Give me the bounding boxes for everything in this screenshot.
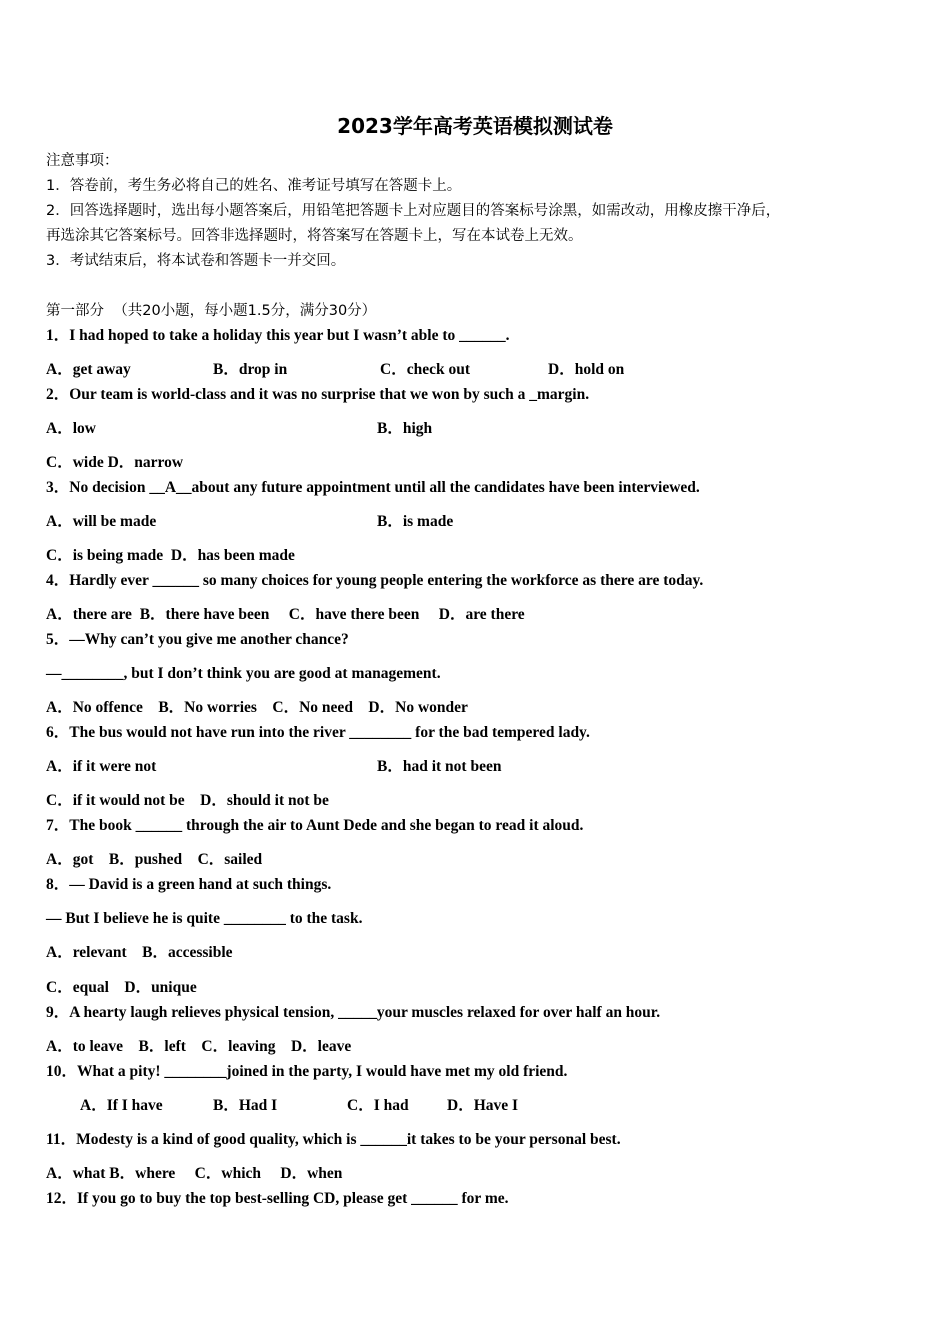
question-8-options-ab: A．relevant B．accessible — [46, 944, 233, 961]
question-6-options-cd: C．if it would not be D．should it not be — [46, 792, 329, 809]
question-9-stem: 9．A hearty laugh relieves physical tension, _____your muscles relaxed for over half an hour. — [46, 1004, 661, 1021]
question-4-options: A．there are B．there have been C．have there been D．are there — [46, 606, 525, 623]
question-10-option-b: B．Had I — [213, 1097, 278, 1114]
question-2-stem: 2．Our team is world-class and it was no surprise that we won by such a _margin. — [46, 386, 590, 403]
question-1-stem: 1．I had hoped to take a holiday this year but I wasn’t able to ______. — [46, 327, 510, 344]
question-6-option-b: B．had it not been — [377, 758, 502, 775]
question-10-stem: 10．What a pity! ________joined in the party, I would have met my old friend. — [46, 1063, 568, 1080]
question-3-stem — [46, 479, 700, 497]
notice-item-2-line-1: 2．回答选择题时，选出每小题答案后，用铅笔把答题卡上对应题目的答案标号涂黑，如需改动，用橡皮擦干净后， — [46, 203, 781, 219]
question-11-stem: 11．Modesty is a kind of good quality, which is ______it takes to be your personal best. — [46, 1131, 621, 1148]
question-3-option-a: A．will be made — [46, 513, 157, 530]
question-2-option-b: B．high — [377, 420, 433, 437]
notice-heading: 注意事项： — [46, 153, 119, 169]
notice-item-2-line-2: 再选涂其它答案标号。回答非选择题时，将答案写在答题卡上，写在本试卷上无效。 — [46, 228, 583, 244]
notice-item-3: 3．考试结束后，将本试卷和答题卡一并交回。 — [46, 253, 346, 269]
question-10-option-d: D．Have I — [447, 1097, 519, 1114]
question-5-options: A．No offence B．No worries C．No need D．No wonder — [46, 699, 468, 716]
question-5-line-2: —________, but I don’t think you are good at management. — [46, 665, 441, 682]
question-1-option-c: C．check out — [380, 361, 470, 378]
question-3-option-b: B．is made — [377, 513, 454, 530]
question-3-answer-blank: __A__ — [149, 479, 192, 496]
question-10-option-a: A．If I have — [80, 1097, 163, 1114]
question-3-options-cd: C．is being made D．has been made — [46, 547, 295, 564]
question-8-line-2: — But I believe he is quite ________ to the task. — [46, 910, 363, 927]
question-6-option-a: A．if it were not — [46, 758, 157, 775]
question-8-stem: 8．— David is a green hand at such things. — [46, 876, 332, 893]
question-12-stem: 12．If you go to buy the top best-selling CD, please get ______ for me. — [46, 1190, 509, 1207]
question-2-option-a: A．low — [46, 420, 96, 437]
question-4-stem: 4．Hardly ever ______ so many choices for young people entering the workforce as there are today. — [46, 572, 704, 589]
question-10-option-c: C．I had — [347, 1097, 409, 1114]
question-1-option-d: D．hold on — [548, 361, 625, 378]
question-6-stem: 6．The bus would not have run into the river ________ for the bad tempered lady. — [46, 724, 590, 741]
notice-item-1: 1．答卷前，考生务必将自己的姓名、准考证号填写在答题卡上。 — [46, 178, 462, 194]
question-11-options: A．what B．where C．which D．when — [46, 1165, 343, 1182]
question-9-options: A．to leave B．left C．leaving D．leave — [46, 1038, 352, 1055]
question-3-stem-start: 3．No decision — [46, 479, 150, 496]
question-1-option-b: B．drop in — [213, 361, 288, 378]
section-heading: 第一部分 （共20小题，每小题1.5分，满分30分） — [46, 303, 377, 319]
question-8-options-cd: C．equal D．unique — [46, 979, 197, 996]
question-7-stem: 7．The book ______ through the air to Aunt Dede and she began to read it aloud. — [46, 817, 584, 834]
page-title: 2023学年高考英语模拟测试卷 — [337, 114, 613, 138]
question-7-options: A．got B．pushed C．sailed — [46, 851, 263, 868]
question-5-stem: 5．—Why can’t you give me another chance? — [46, 631, 349, 648]
question-1-option-a: A．get away — [46, 361, 131, 378]
question-3-stem-end: about any future appointment until all the candidates have been interviewed. — [191, 479, 700, 496]
question-2-options-cd: C．wide D．narrow — [46, 454, 184, 471]
